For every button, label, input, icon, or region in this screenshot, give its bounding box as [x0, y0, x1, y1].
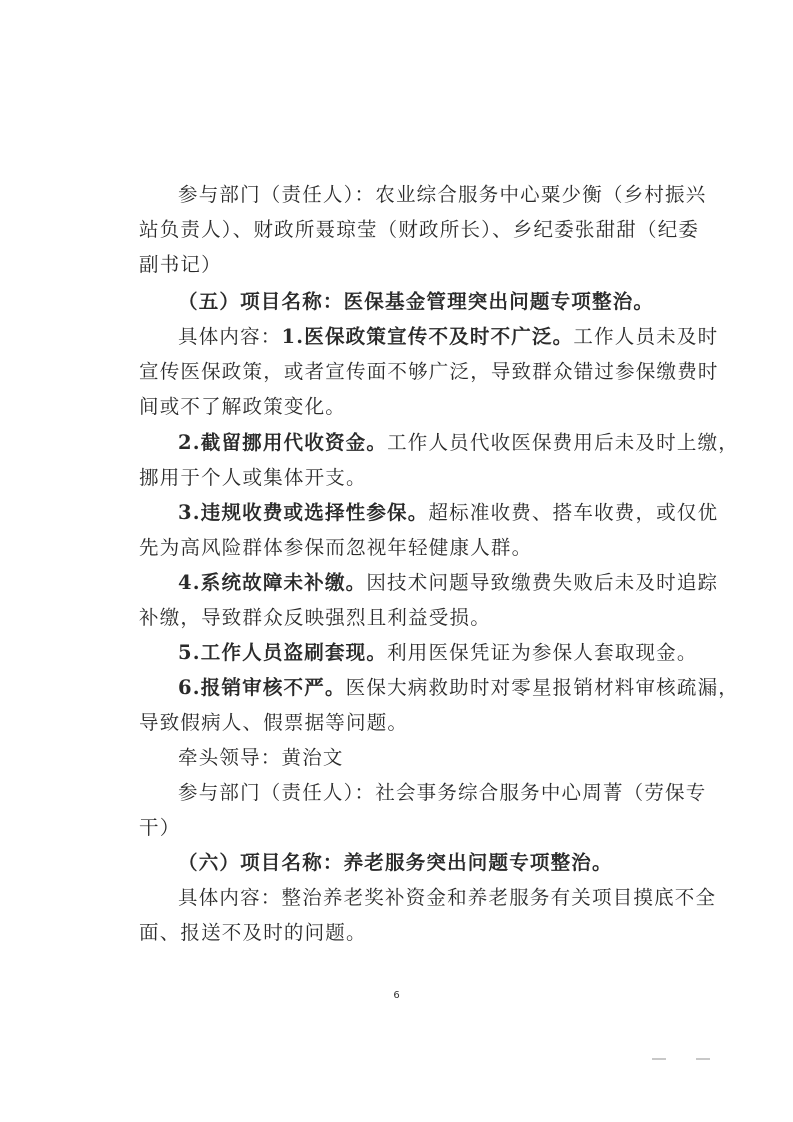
- section-5-item-4: [178, 571, 718, 595]
- lead-line: 牵头领导：黄治文: [178, 746, 344, 769]
- item-6-text: 医保大病救助时对零星报销材料审核疏漏，: [345, 676, 739, 699]
- item-5-title: 5.工作人员盗刷套现。: [178, 641, 388, 664]
- item-3-text: 超标准收费、搭车收费，或仅优: [428, 501, 719, 524]
- participants-line-5: 干）: [139, 816, 181, 839]
- participants-line-4: 参与部门（责任人）：社会事务综合服务中心周菁（劳保专: [178, 781, 707, 804]
- section-5-heading: （五）项目名称：医保基金管理突出问题专项整治。: [178, 290, 655, 313]
- item-5-text: 利用医保凭证为参保人套取现金。: [387, 641, 698, 664]
- section-5-item-3: [178, 501, 718, 525]
- item-4-title: 4.系统故障未补缴。: [178, 571, 367, 594]
- item-3-title: 3.违规收费或选择性参保。: [178, 501, 429, 524]
- section-5-item-2: [178, 431, 739, 455]
- item-4-text: 因技术问题导致缴费失败后未及时追踪: [366, 571, 719, 594]
- section-5-item-6-cont: 导致假病人、假票据等问题。: [139, 711, 409, 734]
- participants-line-2: 站负责人）、财政所聂琼莹（财政所长）、乡纪委张甜甜（纪委: [139, 218, 700, 241]
- section-6-content-1: 具体内容：整治养老奖补资金和养老服务有关项目摸底不全: [178, 886, 717, 909]
- content-prefix: 具体内容：: [178, 325, 282, 348]
- scan-artifact: [696, 1058, 710, 1060]
- section-6-heading: （六）项目名称：养老服务突出问题专项整治。: [178, 851, 613, 874]
- item-1-title: 1.医保政策宣传不及时不广泛。: [281, 325, 574, 348]
- participants-line-1: 参与部门（责任人）：农业综合服务中心粟少衡（乡村振兴: [178, 183, 707, 206]
- section-5-item-2-cont: 挪用于个人或集体开支。: [139, 466, 367, 489]
- participants-line-3: 副书记）: [139, 253, 222, 276]
- section-5-item-1-cont-1: 宣传医保政策，或者宣传面不够广泛，导致群众错过参保缴费时: [139, 360, 719, 383]
- section-5-item-5: [178, 641, 698, 665]
- page-number: 6: [393, 990, 400, 1001]
- scan-artifact: [652, 1058, 666, 1060]
- section-5-item-3-cont: 先为高风险群体参保而忽视年轻健康人群。: [139, 536, 533, 559]
- section-6-content-2: 面、报送不及时的问题。: [139, 921, 367, 944]
- item-1-text: 工作人员未及时: [573, 325, 719, 348]
- item-6-title: 6.报销审核不严。: [178, 676, 346, 699]
- item-2-text: 工作人员代收医保费用后未及时上缴，: [387, 431, 739, 454]
- section-5-item-4-cont: 补缴，导致群众反映强烈且利益受损。: [139, 606, 491, 629]
- section-5-item-1-cont-2: 间或不了解政策变化。: [139, 395, 347, 418]
- section-5-item-6: [178, 676, 739, 700]
- section-5-item-1: [178, 325, 718, 349]
- item-2-title: 2.截留挪用代收资金。: [178, 431, 388, 454]
